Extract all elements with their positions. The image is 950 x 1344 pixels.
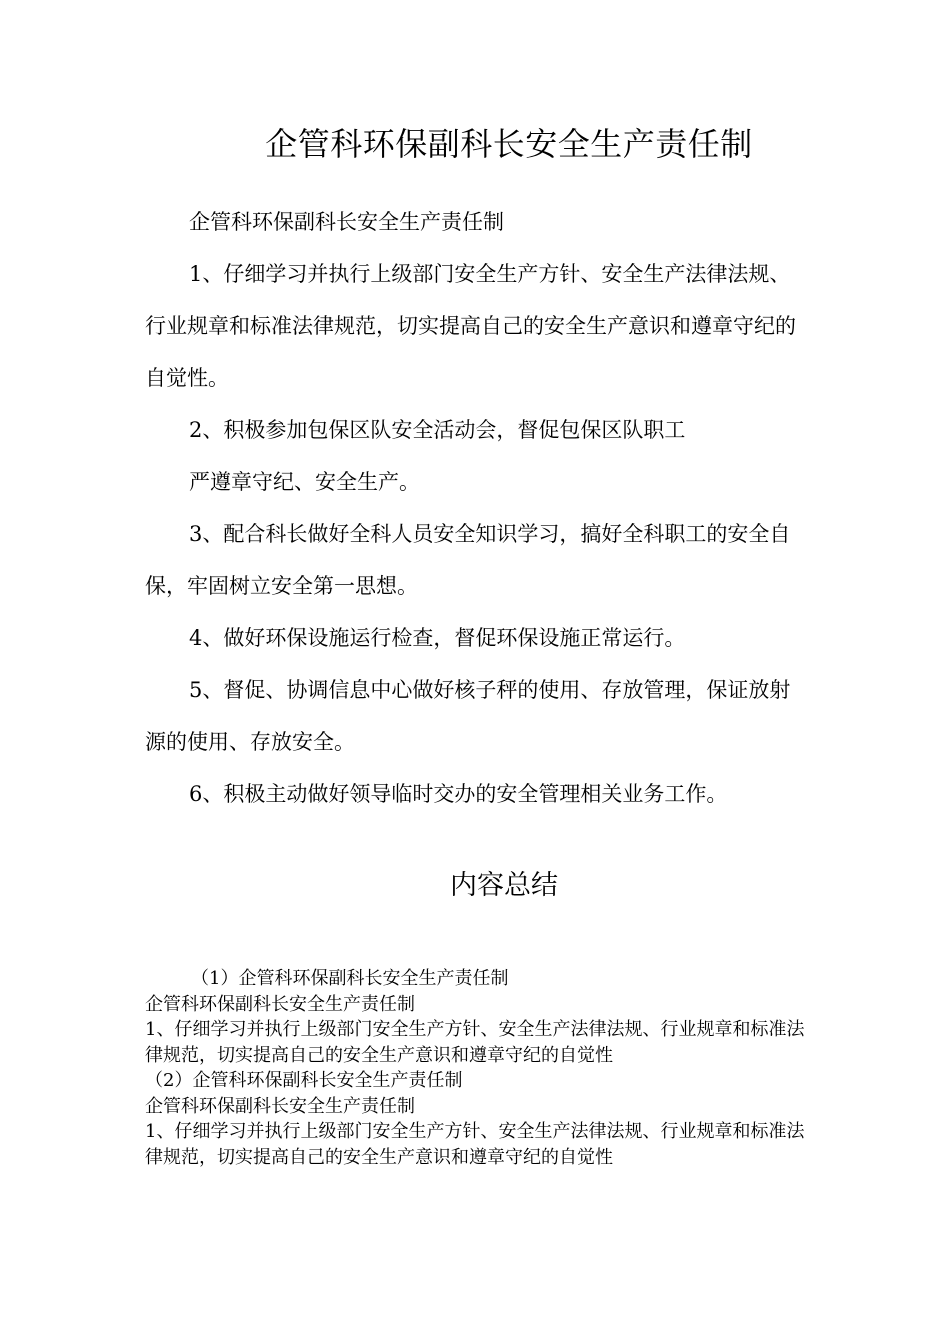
summary-line: 1、仔细学习并执行上级部门安全生产方针、安全生产法律法规、行业规章和标准法律规范，切实提高自己的安全生产意识和遵章守纪的自觉性 [145,1121,805,1168]
body-paragraph-item-2: 2、积极参加包保区队安全活动会，督促包保区队职工 [189,418,686,442]
document-title: 企管科环保副科长安全生产责任制 [265,125,753,163]
body-paragraph-item-2-continued: 严遵章守纪、安全生产。 [189,470,420,494]
body-paragraph-heading: 企管科环保副科长安全生产责任制 [189,210,504,234]
body-paragraph-item-5: 5、督促、协调信息中心做好核子秤的使用、存放管理，保证放射源的使用、存放安全。 [145,678,791,754]
summary-title: 内容总结 [450,870,558,901]
body-paragraph-item-3: 3、配合科长做好全科人员安全知识学习，搞好全科职工的安全自保，牢固树立安全第一思想。 [145,522,791,598]
document-body [145,196,811,820]
body-paragraph-item-1: 1、仔细学习并执行上级部门安全生产方针、安全生产法律法规、行业规章和标准法律规范，切实提高自己的安全生产意识和遵章守纪的自觉性。 [145,262,796,390]
summary-line: （1）企管科环保副科长安全生产责任制 [191,968,509,989]
body-paragraph-item-6: 6、积极主动做好领导临时交办的安全管理相关业务工作。 [189,782,728,806]
body-paragraph-item-4: 4、做好环保设施运行检查，督促环保设施正常运行。 [189,626,686,650]
summary-line: 企管科环保副科长安全生产责任制 [145,1095,415,1117]
summary-line: 1、仔细学习并执行上级部门安全生产方针、安全生产法律法规、行业规章和标准法律规范，切实提高自己的安全生产意识和遵章守纪的自觉性 [145,1019,805,1066]
summary-line: （2）企管科环保副科长安全生产责任制 [145,1070,463,1091]
summary-body [145,966,811,1170]
summary-line: 企管科环保副科长安全生产责任制 [145,993,415,1015]
